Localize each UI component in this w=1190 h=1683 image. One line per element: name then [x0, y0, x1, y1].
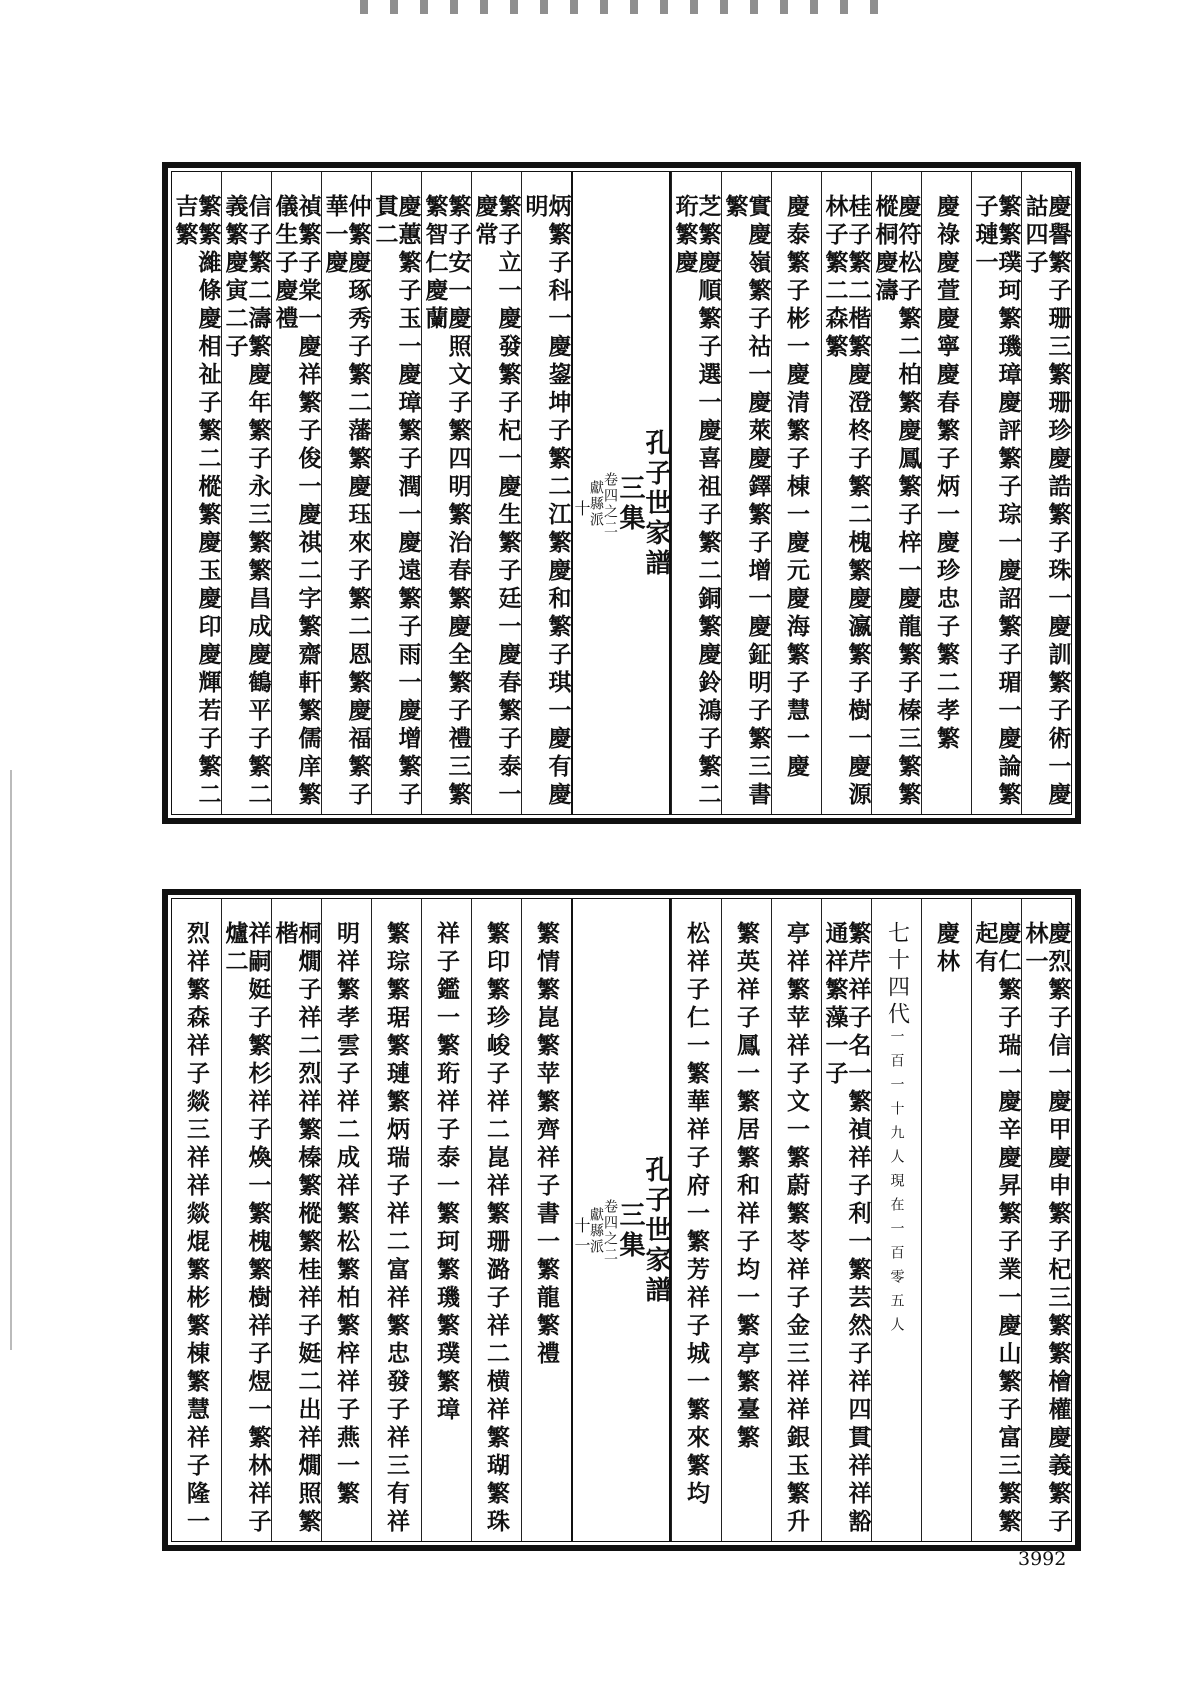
book-title: 孔子世家譜	[641, 429, 671, 579]
column-text: 芝繁慶順繁子選一慶喜祖子繁二銅繁慶鈴鴻子繁二珩繁慶	[671, 194, 722, 810]
genealogy-column	[321, 899, 371, 1541]
column-text: 繁繁璞珂繁璣璋慶評繁子琮一慶詔繁子瑂一慶論繁子璉一	[971, 194, 1022, 810]
column-text: 亭祥繁苹祥子文一繁蔚繁苓祥子金三祥祥銀玉繁升	[783, 921, 810, 1537]
column-text: 繁琮繁琚繁璉繁炳瑞子祥二富祥繁忠發子祥三有祥	[383, 921, 410, 1537]
column-text: 繁芹祥子名一繁禎祥子利一繁芸然子祥四貫祥祥豁通祥繁藻一子	[821, 921, 872, 1537]
genealogy-column	[921, 899, 971, 1541]
column-grid-top	[172, 172, 1071, 814]
column-text: 炳繁子科一慶鋆坤子繁二江繁慶和繁子琪一慶有慶明	[521, 194, 572, 810]
genealogy-column	[971, 172, 1021, 814]
column-text: 桐燗子祥二烈祥繁榛繁樅繁桂祥子娗二出祥燗照繁楷	[271, 921, 322, 1537]
column-text: 慶祿慶萱慶寧慶春繁子炳一慶珍忠子繁二孝繁	[933, 194, 960, 754]
column-text: 桂子繁二楷繁慶澄柊子繁二槐繁慶瀛繁子樹一慶源林子繁二森繁	[821, 194, 872, 810]
genealogy-column	[271, 899, 321, 1541]
genealogy-column	[221, 899, 271, 1541]
genealogy-column	[172, 899, 221, 1541]
genealogy-column	[371, 899, 421, 1541]
collection-label: 三集	[615, 1201, 645, 1261]
column-text: 繁英祥子鳳一繁居繁和祥子均一繁亭繁臺繁	[733, 921, 760, 1453]
branch-label: 獻縣派	[588, 480, 604, 528]
genealogy-column	[521, 899, 571, 1541]
genealogy-page-top	[163, 163, 1080, 823]
genealogy-page-bottom	[163, 890, 1080, 1550]
column-text: 慶泰繁子彬一慶清繁子棟一慶元慶海繁子慧一慶	[783, 194, 810, 782]
scan-artifact	[360, 0, 880, 14]
genealogy-column	[271, 172, 321, 814]
column-text: 慶仁繁子瑞一慶辛慶昇繁子業一慶山繁子富三繁繁起有	[971, 921, 1022, 1537]
genealogy-column	[471, 899, 521, 1541]
generation-count: 一百一十九人現在一百零五人	[888, 1029, 905, 1341]
genealogy-column	[771, 172, 821, 814]
column-text: 繁印繁珍峻子祥二崑祥繁珊潞子祥二横祥繁瑚繁珠	[483, 921, 510, 1537]
column-text: 繁子安一慶照文子繁四明繁治春繁慶全繁子禮三繁繁智仁慶蘭	[421, 194, 472, 810]
column-text: 繁繁濰條慶相祉子繁二樅繁慶玉慶印慶輝若子繁二吉繁	[171, 194, 222, 810]
scan-edge-line	[10, 770, 12, 1350]
book-title: 孔子世家譜	[641, 1156, 671, 1306]
folio-number: 十	[572, 500, 591, 520]
column-grid-bottom	[172, 899, 1071, 1541]
genealogy-column	[821, 172, 871, 814]
column-text: 繁子立一慶發繁子杞一慶生繁子廷一慶春繁子泰一慶常	[471, 194, 522, 810]
genealogy-column	[671, 172, 721, 814]
genealogy-column	[221, 172, 271, 814]
column-text: 繁情繁崑繁苹繁齊祥子書一繁龍繁禮	[533, 921, 560, 1369]
column-text: 仲繁慶琢秀子繁二藩繁慶珏來子繁二恩繁慶福繁子華一慶	[321, 194, 372, 810]
column-text: 烈祥繁森祥子燚三祥祥燚焜繁彬繁棟繁慧祥子隆一	[183, 921, 210, 1537]
column-text: 禎繁子棠一慶祥繁子俊一慶祺二字繁齋軒繁儒庠繁儀生子慶禮	[271, 194, 322, 810]
genealogy-column	[172, 172, 221, 814]
genealogy-column	[871, 172, 921, 814]
genealogy-column	[871, 899, 921, 1541]
genealogy-column	[771, 899, 821, 1541]
page-number: 3992	[1018, 1548, 1067, 1570]
column-text: 信子繁二濤繁慶年繁子永三繁繁昌成慶鶴平子繁二義繁慶寅二子	[221, 194, 272, 810]
genealogy-column	[1021, 172, 1071, 814]
genealogy-column	[721, 899, 771, 1541]
column-text: 慶烈繁子信一慶甲慶申繁子杞三繁繁檜權慶義繁子林一	[1021, 921, 1072, 1537]
folio-number: 十一	[572, 1217, 591, 1257]
branch-label: 獻縣派	[588, 1207, 604, 1255]
column-text: 松祥子仁一繁華祥子府一繁芳祥子城一繁來繁均	[683, 921, 710, 1509]
genealogy-column	[471, 172, 521, 814]
genealogy-column	[821, 899, 871, 1541]
genealogy-column	[1021, 899, 1071, 1541]
genealogy-column	[971, 899, 1021, 1541]
column-text: 實慶嶺繁子祜一慶萊慶鐸繁子增一慶鉦明子繁三書繁	[721, 194, 772, 810]
column-text: 慶譽繁子珊三繁珊珍慶誥繁子珠一慶訓繁子術一慶詁四子	[1021, 194, 1072, 810]
genealogy-column	[421, 172, 471, 814]
column-text: 祥嗣娗子繁杉祥子煥一繁槐繁樹祥子煜一繁林祥子爐二	[221, 921, 272, 1537]
column-text: 慶林	[933, 921, 960, 977]
genealogy-column	[671, 899, 721, 1541]
column-text: 祥子鑑一繁珩祥子泰一繁珂繁璣繁璞繁璋	[433, 921, 460, 1425]
genealogy-column	[421, 899, 471, 1541]
volume-label: 卷四之二	[602, 472, 618, 536]
genealogy-column	[371, 172, 421, 814]
genealogy-column	[921, 172, 971, 814]
genealogy-column	[321, 172, 371, 814]
column-text: 慶蕙繁子玉一慶璋繁子潤一慶遠繁子雨一慶增繁子貫二	[371, 194, 422, 810]
genealogy-column	[721, 172, 771, 814]
column-text: 慶符松子繁二柏繁慶鳳繁子梓一慶龍繁子榛三繁繁樅桐慶濤	[871, 194, 922, 810]
column-text: 明祥繁孝雲子祥二成祥繁松繁柏繁梓祥子燕一繁	[333, 921, 360, 1509]
genealogy-column	[521, 172, 571, 814]
center-title-column	[571, 172, 671, 814]
collection-label: 三集	[615, 474, 645, 534]
column-text: 七十四代	[884, 921, 910, 1029]
center-title-column	[571, 899, 671, 1541]
volume-label: 卷四之二	[602, 1199, 618, 1263]
